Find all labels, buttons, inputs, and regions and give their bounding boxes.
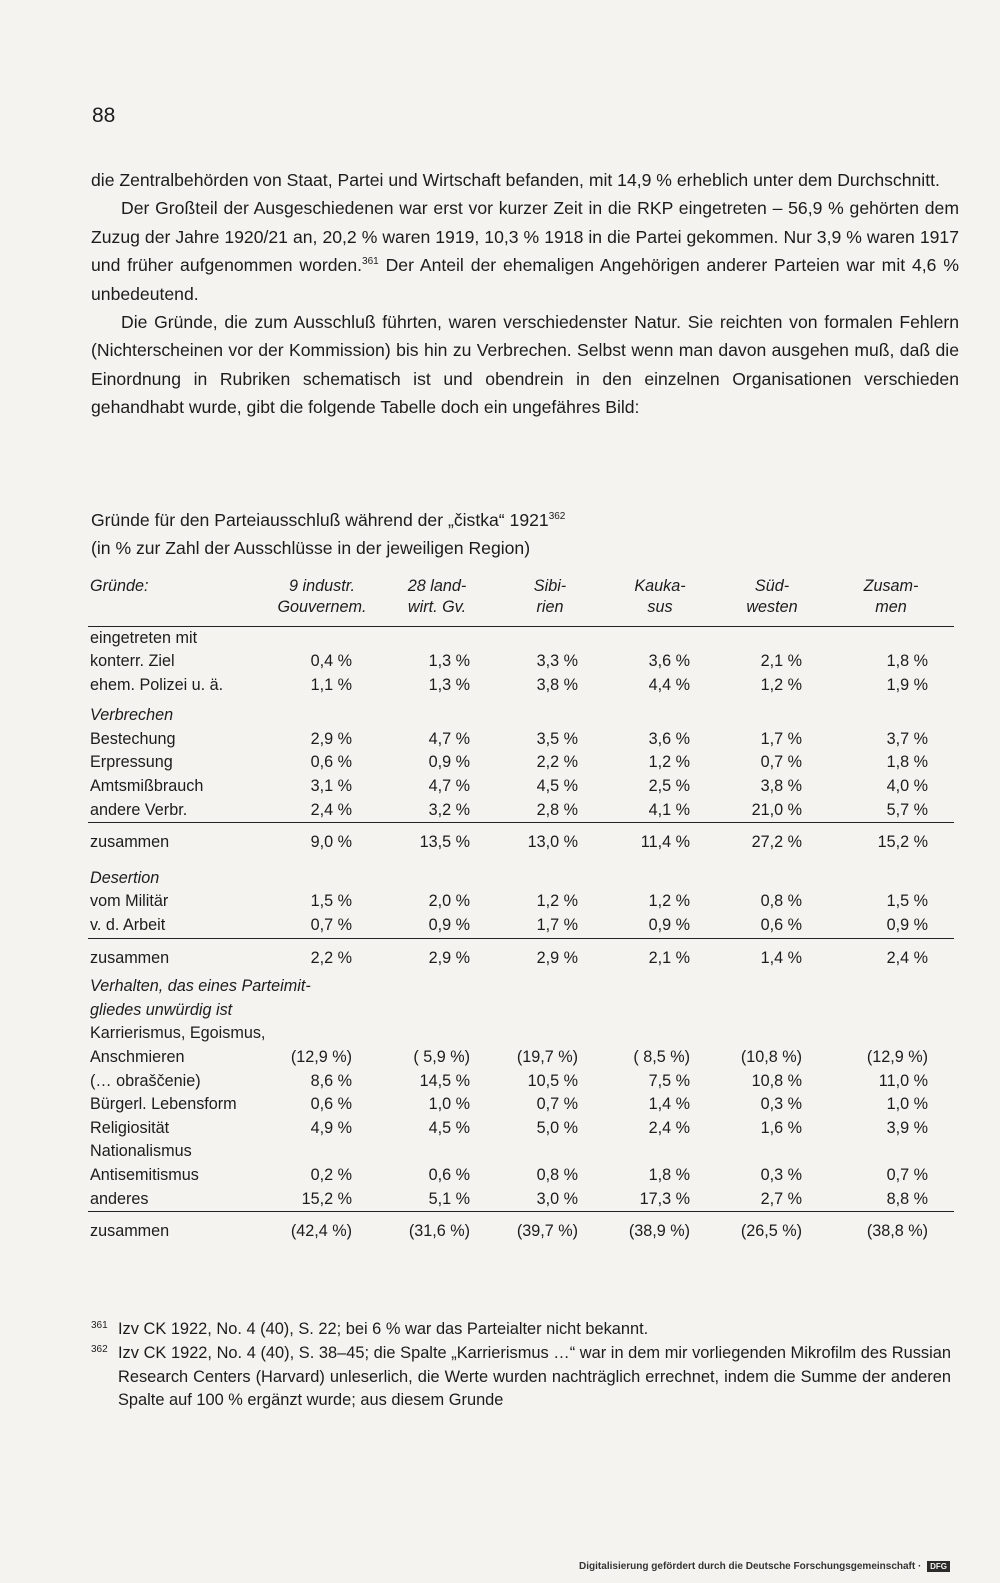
table-row <box>88 728 954 752</box>
table-cell <box>828 975 954 999</box>
table-cell: 9,0 % <box>266 823 378 860</box>
table-cell <box>604 975 716 999</box>
table-cell <box>828 860 954 891</box>
table-cell <box>378 1022 496 1046</box>
table-cell: (10,8 %) <box>740 1048 802 1066</box>
table-cell: 1,8 % <box>648 1165 690 1184</box>
table-cell: 2,4 % <box>648 1118 690 1137</box>
table-row <box>88 999 954 1023</box>
table-cell: (38,9 %) <box>604 1212 716 1249</box>
table-cell: 1,0 % <box>428 1095 470 1114</box>
table-cell: 0,6 % <box>310 1095 352 1114</box>
table-cell: 5,1 % <box>428 1189 470 1208</box>
footnote-ref-361: 361 <box>362 256 379 268</box>
table-cell: 0,8 % <box>536 1165 578 1184</box>
column-header: Sibi- rien <box>496 576 604 626</box>
table-cell: 2,1 % <box>604 938 716 975</box>
table-cell: 1,2 % <box>536 892 578 911</box>
row-label: Bestechung <box>90 729 176 748</box>
row-label: Bürgerl. Lebensform <box>90 1095 237 1114</box>
table-cell: 1,3 % <box>428 675 470 694</box>
footnote-ref-362: 362 <box>548 511 566 522</box>
table-cell: 1,2 % <box>648 892 690 911</box>
table-cell: 13,5 % <box>378 823 496 860</box>
table-cell: 3,5 % <box>536 729 578 748</box>
footnote-361 <box>91 1318 951 1342</box>
table-row <box>88 697 954 728</box>
table-cell <box>828 1140 954 1164</box>
table-cell <box>266 860 378 891</box>
table-cell: (39,7 %) <box>496 1212 604 1249</box>
table-cell: 0,9 % <box>648 916 690 935</box>
table-cell: 0,6 % <box>428 1165 470 1184</box>
table-cell: 2,9 % <box>378 938 496 975</box>
table-cell: 1,9 % <box>886 675 928 694</box>
body-text <box>91 166 959 422</box>
table-cell: 3,0 % <box>536 1189 578 1208</box>
table-cell <box>604 1022 716 1046</box>
table-cell: 11,4 % <box>604 823 716 860</box>
table-row <box>88 650 954 674</box>
table-cell: 2,4 % <box>828 938 954 975</box>
row-label: v. d. Arbeit <box>90 916 166 935</box>
row-label: Amtsmißbrauch <box>90 777 204 796</box>
table-cell: 0,9 % <box>886 916 928 935</box>
footnote-number: 361 <box>91 1320 108 1331</box>
table-cell: (42,4 %) <box>266 1212 378 1249</box>
table-cell <box>716 1140 828 1164</box>
table-cell <box>828 1022 954 1046</box>
table-cell: 0,7 % <box>536 1095 578 1114</box>
table-cell <box>378 697 496 728</box>
footnote-362 <box>91 1342 951 1413</box>
paragraph-3: Die Gründe, die zum Ausschluß führten, waren verschiedenster Natur. Sie reichten von formalen Fehlern (Nichterscheinen vor der Kommission) bis hin zu Verbrechen. Selbst wenn man davon ausgehen muß, daß die Einordnung in Rubriken schematisch ist und obendrein in den einzelnen Organisationen verschieden gehandhabt wurde, gibt die folgende Tabelle doch ein ungefähres Bild: <box>91 312 959 418</box>
table-cell: 0,6 % <box>760 916 802 935</box>
table-caption <box>91 506 951 562</box>
table-cell: 2,5 % <box>648 777 690 796</box>
subtotal-row <box>88 823 954 860</box>
row-label: Erpressung <box>90 753 173 772</box>
table-cell <box>266 697 378 728</box>
table-cell <box>378 975 496 999</box>
table-cell: 1,8 % <box>886 652 928 671</box>
table-header-row <box>88 576 954 626</box>
row-label: Desertion <box>90 868 160 887</box>
table-title: Gründe für den Parteiausschluß während der „čistka“ 1921 <box>91 510 549 530</box>
row-label: anderes <box>90 1189 149 1208</box>
table-cell: 3,1 % <box>310 777 352 796</box>
table-cell: 0,7 % <box>310 916 352 935</box>
row-label: Nationalismus <box>90 1142 192 1161</box>
table-cell: 3,2 % <box>428 800 470 819</box>
table-cell <box>378 1140 496 1164</box>
table-cell: 2,2 % <box>536 753 578 772</box>
table-row <box>88 1117 954 1141</box>
table-cell: 15,2 % <box>828 823 954 860</box>
table-cell: 7,5 % <box>648 1071 690 1090</box>
digitization-credit: Digitalisierung gefördert durch die Deutsche Forschungsgemeinschaft · DFG <box>579 1561 950 1572</box>
table-row <box>88 890 954 914</box>
table-cell: (12,9 %) <box>866 1048 928 1066</box>
table-cell: 5,7 % <box>886 800 928 819</box>
table-cell: 4,4 % <box>648 675 690 694</box>
row-label: Anschmieren <box>90 1048 185 1066</box>
table-cell <box>604 697 716 728</box>
table-cell <box>496 1022 604 1046</box>
column-header: Kauka- sus <box>604 576 716 626</box>
table-cell <box>716 1022 828 1046</box>
table-cell: 1,8 % <box>886 753 928 772</box>
table-cell <box>496 626 604 650</box>
row-label: zusammen <box>88 1212 266 1249</box>
table-cell: 3,9 % <box>886 1118 928 1137</box>
table-cell: 2,1 % <box>760 652 802 671</box>
table-cell: 2,9 % <box>496 938 604 975</box>
table-cell <box>828 697 954 728</box>
column-header: Gründe: <box>88 576 266 626</box>
table-row <box>88 775 954 799</box>
table-row <box>88 860 954 891</box>
table-cell <box>266 1140 378 1164</box>
table-cell: 13,0 % <box>496 823 604 860</box>
row-label: (… obraščenie) <box>90 1071 201 1090</box>
row-label: andere Verbr. <box>90 800 188 819</box>
table-cell: 1,2 % <box>760 675 802 694</box>
table-cell: 10,8 % <box>751 1071 802 1090</box>
table-cell: (31,6 %) <box>378 1212 496 1249</box>
table-cell: 3,6 % <box>648 729 690 748</box>
table-cell: 8,8 % <box>886 1189 928 1208</box>
subtotal-row <box>88 1212 954 1249</box>
table-cell: 0,2 % <box>310 1165 352 1184</box>
table-cell: 0,7 % <box>886 1165 928 1184</box>
table-cell: 4,5 % <box>428 1118 470 1137</box>
row-label: zusammen <box>88 938 266 975</box>
table-cell: 1,3 % <box>428 652 470 671</box>
row-label: Karrierismus, Egoismus, <box>90 1024 266 1043</box>
table-cell: 2,8 % <box>536 800 578 819</box>
table-cell: 3,8 % <box>536 675 578 694</box>
table-cell <box>604 860 716 891</box>
table-cell <box>716 626 828 650</box>
table-row <box>88 1188 954 1212</box>
table-cell <box>378 626 496 650</box>
table-cell: 21,0 % <box>751 800 802 819</box>
row-label: Antisemitismus <box>90 1165 199 1184</box>
row-label: zusammen <box>88 823 266 860</box>
table-cell <box>378 999 496 1023</box>
table-cell <box>496 697 604 728</box>
table-cell: (38,8 %) <box>828 1212 954 1249</box>
table-cell: ( 5,9 %) <box>413 1048 470 1066</box>
table-cell: 3,7 % <box>886 729 928 748</box>
table-cell: 3,8 % <box>760 777 802 796</box>
table-cell <box>604 999 716 1023</box>
paragraph-1: die Zentralbehörden von Staat, Partei und Wirtschaft befanden, mit 14,9 % erheblich unter dem Durchschnitt. <box>91 170 940 190</box>
dfg-logo: DFG <box>927 1561 950 1572</box>
table-cell: 4,5 % <box>536 777 578 796</box>
table-cell: 5,0 % <box>536 1118 578 1137</box>
table-cell <box>604 626 716 650</box>
table-cell: 2,2 % <box>266 938 378 975</box>
table-cell: 0,9 % <box>428 753 470 772</box>
row-label: Verbrechen <box>90 706 174 725</box>
table-cell: 3,6 % <box>648 652 690 671</box>
table-cell <box>716 999 828 1023</box>
table-cell <box>496 975 604 999</box>
table-row <box>88 914 954 938</box>
row-label: Verhalten, das eines Parteimit- <box>90 977 311 996</box>
table-cell <box>828 626 954 650</box>
table-cell: 1,4 % <box>648 1095 690 1114</box>
table-cell: 0,3 % <box>760 1165 802 1184</box>
row-label: eingetreten mit <box>90 628 198 647</box>
row-label: ehem. Polizei u. ä. <box>90 675 224 694</box>
table-cell: 15,2 % <box>301 1189 352 1208</box>
row-label: Religiosität <box>90 1118 170 1137</box>
table-cell <box>604 1140 716 1164</box>
footnotes <box>91 1318 951 1413</box>
table-cell: 4,0 % <box>886 777 928 796</box>
column-header: 9 industr. Gouvernem. <box>266 576 378 626</box>
table-cell <box>828 999 954 1023</box>
footnote-text: Izv CK 1922, No. 4 (40), S. 38–45; die Spalte „Karrierismus …“ war in dem mir vorliegenden Mikrofilm des Russian Research Centers (Harvard) unleserlich, die Werte wurden nachträglich errechnet, indem die Summe der anderen Spalte auf 100 % ergänzt wurde; aus diesem Grunde <box>118 1343 951 1410</box>
row-label: konterr. Ziel <box>90 652 175 671</box>
table-cell: 3,3 % <box>536 652 578 671</box>
table-cell: 1,7 % <box>536 916 578 935</box>
table-cell <box>266 1022 378 1046</box>
table-row <box>88 799 954 823</box>
table-cell: (26,5 %) <box>716 1212 828 1249</box>
table-cell: 0,9 % <box>428 916 470 935</box>
table-cell: 10,5 % <box>527 1071 578 1090</box>
table-cell: 2,9 % <box>310 729 352 748</box>
table-cell <box>716 975 828 999</box>
table-cell: 17,3 % <box>639 1189 690 1208</box>
table-cell <box>496 1140 604 1164</box>
table-cell: 1,5 % <box>310 892 352 911</box>
table-cell: (19,7 %) <box>516 1048 578 1066</box>
table-row <box>88 1093 954 1117</box>
table-cell: 2,0 % <box>428 892 470 911</box>
table-row <box>88 674 954 698</box>
table-cell: 4,7 % <box>428 777 470 796</box>
paragraph-2: Der Großteil der Ausgeschiedenen war erst vor kurzer Zeit in die RKP eingetreten – 56,9 % gehörten dem Zuzug der Jahre 1920/21 an, 20,2 % waren 1919, 10,3 % 1918 in die Partei gekommen. Nur 3,9 % waren 1917 und früher aufgenommen worden.$^{361}$ Der Anteil der ehemaligen Angehörigen anderer Parteien war mit 4,6 % unbedeutend. <box>91 198 959 304</box>
table-row <box>88 1164 954 1188</box>
table-cell <box>266 999 378 1023</box>
table-cell <box>716 697 828 728</box>
table-cell: 1,4 % <box>716 938 828 975</box>
table-cell: 0,4 % <box>310 652 352 671</box>
table-cell: 0,7 % <box>760 753 802 772</box>
row-label: vom Militär <box>90 892 169 911</box>
table-cell: 4,9 % <box>310 1118 352 1137</box>
table-cell: 8,6 % <box>310 1071 352 1090</box>
table-cell: 1,5 % <box>886 892 928 911</box>
column-header: 28 land- wirt. Gv. <box>378 576 496 626</box>
table-cell: 0,6 % <box>310 753 352 772</box>
table-cell: 1,1 % <box>310 675 352 694</box>
expulsion-reasons-table <box>88 576 954 1249</box>
table-cell: 11,0 % <box>878 1071 928 1090</box>
table-subtitle: (in % zur Zahl der Ausschlüsse in der jeweiligen Region) <box>91 538 531 558</box>
footnote-number: 362 <box>91 1343 108 1355</box>
table-cell <box>716 860 828 891</box>
table-row <box>88 1022 954 1046</box>
table-cell: 2,4 % <box>310 800 352 819</box>
table-row <box>88 626 954 650</box>
row-label: gliedes unwürdig ist <box>90 1000 233 1019</box>
table-cell: 1,6 % <box>760 1118 802 1137</box>
table-row <box>88 1070 954 1094</box>
column-header: Süd- westen <box>716 576 828 626</box>
table-cell <box>266 626 378 650</box>
footnote-text: Izv CK 1922, No. 4 (40), S. 22; bei 6 % war das Parteialter nicht bekannt. <box>118 1320 649 1338</box>
table-cell: 2,7 % <box>760 1189 802 1208</box>
table-cell: ( 8,5 %) <box>633 1048 690 1066</box>
table-cell <box>496 999 604 1023</box>
table-cell: (12,9 %) <box>290 1048 352 1066</box>
table-cell: 1,0 % <box>886 1095 928 1114</box>
table-cell: 4,7 % <box>428 729 470 748</box>
table-cell: 14,5 % <box>419 1071 470 1090</box>
table-cell <box>496 860 604 891</box>
table-row <box>88 1140 954 1164</box>
table-cell: 27,2 % <box>716 823 828 860</box>
table-row <box>88 751 954 775</box>
table-cell: 4,1 % <box>648 800 690 819</box>
table-cell: 1,2 % <box>648 753 690 772</box>
table-row <box>88 1046 954 1070</box>
column-header: Zusam- men <box>828 576 954 626</box>
table-row <box>88 975 954 999</box>
table-cell: 0,8 % <box>760 892 802 911</box>
table-body <box>88 626 954 1249</box>
table-cell <box>378 860 496 891</box>
table-cell: 0,3 % <box>760 1095 802 1114</box>
subtotal-row <box>88 938 954 975</box>
table-cell: 1,7 % <box>760 729 802 748</box>
page-number: 88 <box>92 104 116 127</box>
